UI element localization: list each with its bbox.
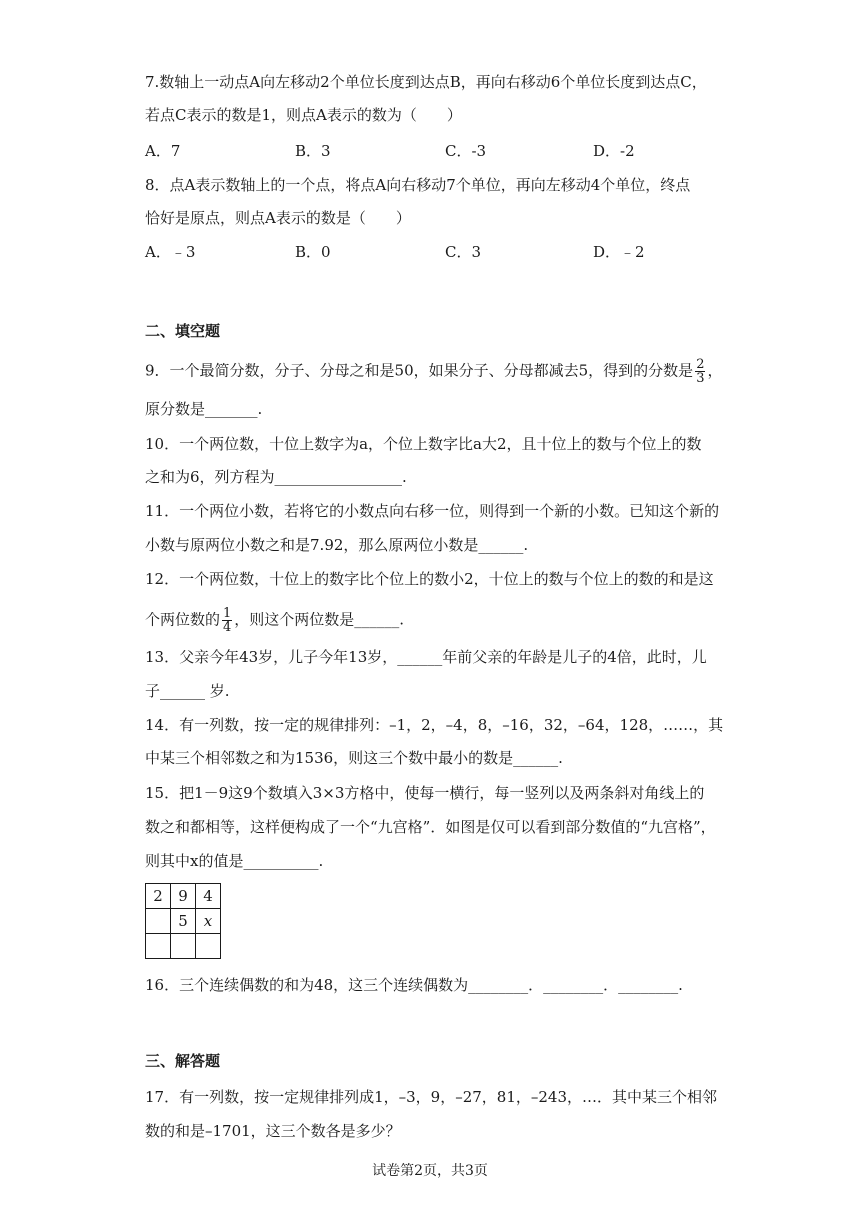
q7-option-c: C．-3 xyxy=(445,142,487,160)
q9-text-a: 9．一个最简分数，分子、分母之和是50，如果分子、分母都减去5，得到的分数是 xyxy=(145,361,694,380)
q8-line1: 8．点A表示数轴上的一个点，将点A向右移动7个单位，再向左移动4个单位，终点 xyxy=(145,176,691,194)
q15-line3: 则其中x的值是__________. xyxy=(145,852,324,870)
q11-line1: 11．一个两位小数，若将它的小数点向右移一位，则得到一个新的小数。已知这个新的 xyxy=(145,502,720,520)
q10-line2: 之和为6，列方程为_________________. xyxy=(145,468,407,486)
q8-line2: 恰好是原点，则点A表示的数是（ ） xyxy=(145,209,411,227)
q11-line2: 小数与原两位小数之和是7.92，那么原两位小数是______. xyxy=(145,536,529,554)
q8-option-b: B．0 xyxy=(295,243,331,261)
grid-cell: 4 xyxy=(196,884,221,909)
q12-fraction-numerator: 1 xyxy=(223,606,232,621)
page-footer: 试卷第2页，共3页 xyxy=(372,1163,488,1179)
q16-line: 16．三个连续偶数的和为48，这三个连续偶数为________．________．________. xyxy=(145,976,683,994)
q13-line1: 13．父亲今年43岁，儿子今年13岁，______年前父亲的年龄是儿子的4倍，此时，儿 xyxy=(145,648,707,666)
grid-cell xyxy=(196,934,221,959)
grid-row xyxy=(146,934,221,959)
grid-cell: 5 xyxy=(171,909,196,934)
q12-text-b: ，则这个两位数是______. xyxy=(234,610,405,629)
q12-line2 xyxy=(145,607,404,634)
q7-option-b: B．3 xyxy=(295,142,331,160)
q8-option-d: D．﹣2 xyxy=(593,243,645,261)
q9-fraction-numerator: 2 xyxy=(696,357,705,372)
q10-line1: 10．一个两位数，十位上数字为a，个位上数字比a大2，且十位上的数与个位上的数 xyxy=(145,435,702,453)
q14-line1: 14．有一列数，按一定的规律排列：–1，2，–4，8，–16，32，–64，128，……，其 xyxy=(145,716,724,734)
q13-line2: 子______ 岁. xyxy=(145,682,230,700)
q9-line1 xyxy=(145,358,722,385)
q14-line2: 中某三个相邻数之和为1536，则这三个数中最小的数是______. xyxy=(145,749,563,767)
q9-fraction xyxy=(695,358,705,385)
q17-line2: 数的和是–1701，这三个数各是多少？ xyxy=(145,1122,401,1140)
q8-option-c: C．3 xyxy=(445,243,482,261)
q15-line1: 15．把1－9这9个数填入3×3方格中，使每一横行，每一竖列以及两条斜对角线上的 xyxy=(145,784,705,802)
grid-cell: 9 xyxy=(171,884,196,909)
q17-line1: 17．有一列数，按一定规律排列成1，–3，9，–27，81，–243，…．其中某三个相邻 xyxy=(145,1088,718,1106)
q7-options xyxy=(145,141,745,161)
q12-line1: 12．一个两位数，十位上的数字比个位上的数小2，十位上的数与个位上的数的和是这 xyxy=(145,570,714,588)
grid-cell xyxy=(171,934,196,959)
magic-square-grid xyxy=(145,883,221,959)
q12-fraction-denominator: 4 xyxy=(223,620,232,635)
q8-option-a: A．﹣3 xyxy=(145,243,196,261)
grid-row xyxy=(146,909,221,934)
q9-line2: 原分数是_______. xyxy=(145,400,263,418)
grid-cell: x xyxy=(196,909,221,934)
q7-option-a: A．7 xyxy=(145,142,181,160)
q8-options xyxy=(145,242,745,262)
q12-fraction xyxy=(222,607,232,634)
section-fill-in-blank-heading: 二、填空题 xyxy=(145,322,221,340)
q9-text-b: ， xyxy=(707,361,723,380)
grid-row xyxy=(146,884,221,909)
q9-fraction-denominator: 3 xyxy=(696,371,705,386)
section-answer-heading: 三、解答题 xyxy=(145,1052,221,1070)
q7-line1: 7.数轴上一动点A向左移动2个单位长度到达点B，再向右移动6个单位长度到达点C， xyxy=(145,73,707,91)
grid-cell xyxy=(146,934,171,959)
q7-line2: 若点C表示的数是1，则点A表示的数为（ ） xyxy=(145,106,462,124)
grid-cell xyxy=(146,909,171,934)
q7-option-d: D．-2 xyxy=(593,142,635,160)
q15-line2: 数之和都相等，这样便构成了一个“九宫格”．如图是仅可以看到部分数值的“九宫格”， xyxy=(145,818,716,836)
grid-cell: 2 xyxy=(146,884,171,909)
q12-text-a: 个两位数的 xyxy=(145,610,221,629)
